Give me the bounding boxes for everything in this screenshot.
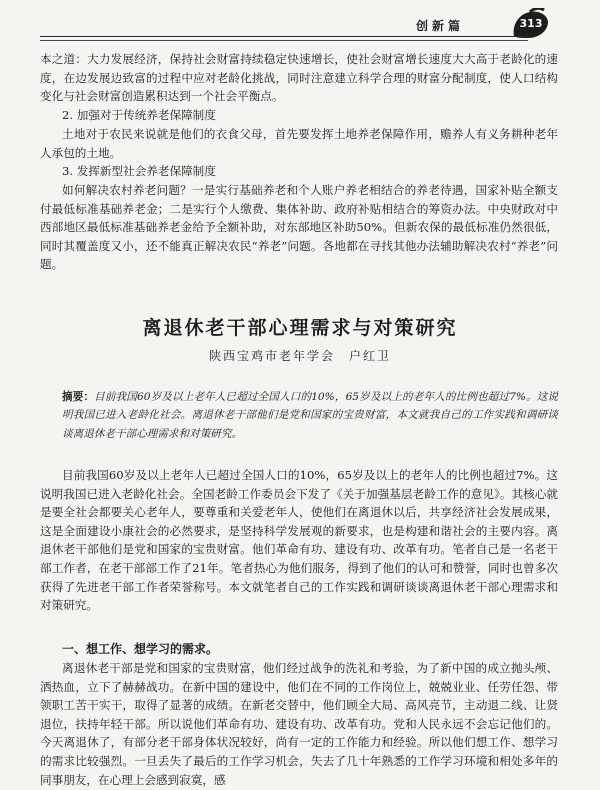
- header-rule: [40, 36, 528, 37]
- article-byline: 陕西宝鸡市老年学会 户红卫: [208, 349, 391, 363]
- section-1-heading: 一、想工作、想学习的需求。: [62, 642, 219, 656]
- abstract-label: 摘要：: [62, 391, 95, 403]
- article-body-paragraph: 目前我国60岁及以上老年人已超过全国人口的10%，65岁及以上的老年人的比例也超过7%。这说明我国已进入老龄化社会。全国老龄工作委员会下发了《关于加强基层老龄工作的意见》。其核心就是要全社会都要关心老年人，要尊重和关爱老年人，使他们在离退休以后，共享经济社会发展成果，这是全面建设小康社会的必然要求，是坚持科学发展观的新要求，也是构建和谐社会的主要内容。离退休老干部他们是党和国家的宝贵财富。他们革命有功、建设有功、改革有功。笔者自己是一名老干部工作者，在老干部部工作了21年。笔者热心为他们服务，得到了他们的认可和赞誉，同时也曾多次获得了先进老干部工作者荣誉称号。本文就笔者自己的工作实践和调研谈谈离退休老干部心理需求和对策研究。: [40, 468, 558, 613]
- section-1-paragraph: 离退休老干部是党和国家的宝贵财富，他们经过战争的洗礼和考验，为了新中国的成立抛头颅、洒热血，立下了赫赫战功。在新中国的建设中，他们在不同的工作岗位上，兢兢业业、任劳任怨、带领职工苦干实干，取得了显著的成绩。在新老交替中，他们顾全大局、高风亮节，主动退二线、让贤退位，扶持年轻干部。所以说他们革命有功、建设有功、改革有功。党和人民永远不会忘记他们的。今天离退休了，有部分老干部身体状况较好，尚有一定的工作能力和经验。所以他们想工作、想学习的需求比较强烈。一旦丢失了最后的工作学习机会，失去了几十年熟悉的工作学习环境和相处多年的同事朋友，在心理上会感到寂寞，感: [40, 661, 558, 787]
- running-head: 创新篇: [416, 19, 465, 33]
- header-rule-thin: [40, 40, 528, 41]
- article-title: 离退休老干部心理需求与对策研究: [142, 317, 458, 339]
- abstract-text: 目前我国60岁及以上老年人已超过全国人口的10%，65岁及以上的老年人的比例也超过7%。这说明我国已进入老龄化社会。离退休老干部他们是党和国家的宝贵财富，本文就我自己的工作实践和调研谈谈离退休老干部心理需求和对策研究。: [62, 391, 559, 440]
- intro-heading-3: 3. 发挥新型社会养老保障制度: [62, 164, 216, 178]
- intro-paragraph-3: 如何解决农村养老问题？一是实行基础养老和个人账户养老相结合的养老待遇，国家补贴全额支付最低标准基础养老金；二是实行个人缴费、集体补助、政府补贴相结合的筹资办法。中央财政对中西部地区最低标准基础养老金给予全额补助，对东部地区补助50%。但新农保的最低标准仍然很低，同时其覆盖度又小，还不能真正解决农民“养老”问题。各地都在寻找其他办法辅助解决农村“养老”问题。: [40, 183, 558, 272]
- page-number: 313: [519, 17, 543, 30]
- intro-heading-2: 2. 加强对于传统养老保障制度: [62, 108, 216, 122]
- intro-paragraph-2: 土地对于农民来说就是他们的衣食父母，首先要发挥土地养老保障作用，赡养人有义务耕种老年人承包的土地。: [40, 127, 558, 160]
- intro-paragraph-1: 本之道：大力发展经济，保持社会财富持续稳定快速增长，使社会财富增长速度大大高于老龄化的速度，在边发展边致富的过程中应对老龄化挑战，同时注意建立科学合理的财富分配制度，使人口结构变化与社会财富创造累积达到一个社会平衡点。: [40, 52, 558, 104]
- abstract: [62, 388, 558, 443]
